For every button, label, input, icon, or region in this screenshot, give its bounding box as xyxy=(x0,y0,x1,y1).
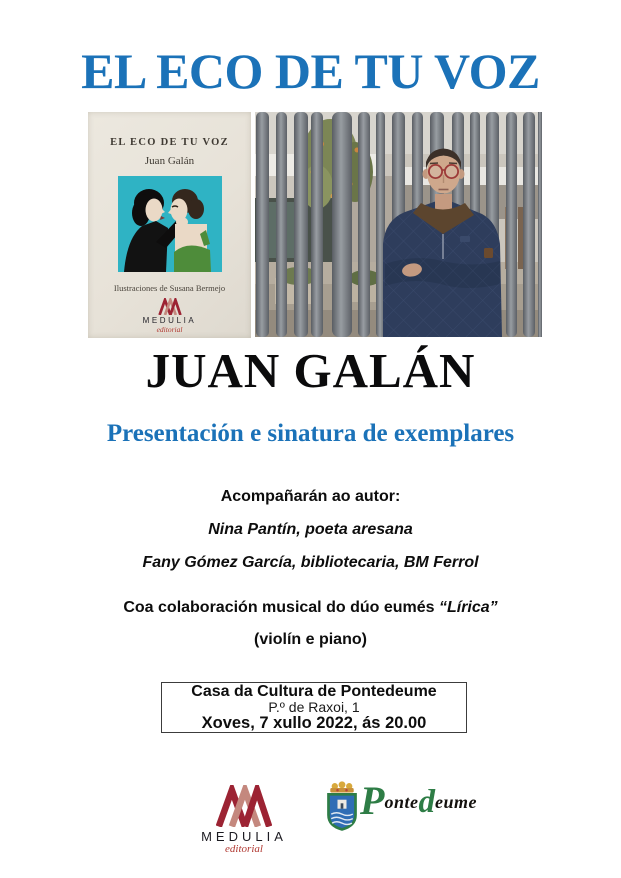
glasses-right-lens xyxy=(445,165,458,178)
pontedeume-initial-d: d xyxy=(418,784,435,820)
music-prefix: Coa colaboración musical do dúo eumés xyxy=(123,599,439,616)
glasses-left-lens xyxy=(429,165,442,178)
medulia-logo xyxy=(185,785,303,855)
book-cover-publisher-sub: editorial xyxy=(156,325,183,334)
music-instruments-line: (violín e piano) xyxy=(254,631,367,648)
author-name: JUAN GALÁN xyxy=(145,343,476,398)
music-group-name: “Lírica” xyxy=(438,599,498,616)
book-cover-illustration xyxy=(118,176,222,272)
venue-box xyxy=(161,682,467,733)
music-collaboration-line xyxy=(0,599,621,617)
event-subtitle: Presentación e sinatura de exemplares xyxy=(106,420,515,447)
venue-address: P.º de Raxoi, 1 xyxy=(268,699,360,715)
accompany-heading: Acompañarán ao autor: xyxy=(220,488,401,505)
right-woman-face xyxy=(170,199,187,222)
book-cover-title: EL ECO DE TU VOZ xyxy=(110,137,229,148)
book-cover-credit: Ilustraciones de Susana Bermejo xyxy=(113,283,226,293)
medulia-mark-icon xyxy=(157,298,183,315)
jacket-patch xyxy=(484,248,493,258)
author-photo-scene xyxy=(255,112,542,337)
author-photo xyxy=(255,112,542,337)
pontedeume-wordmark: Pontedeume xyxy=(360,778,477,823)
neck xyxy=(435,194,452,210)
pontedeume-initial-p: P xyxy=(360,778,385,823)
images-row xyxy=(88,112,542,338)
medulia-name: MEDULIA xyxy=(201,829,287,844)
guest-line: Nina Pantín, poeta aresana xyxy=(208,521,413,538)
poster-title: EL ECO DE TU VOZ xyxy=(81,43,540,99)
book-cover-author: Juan Galán xyxy=(144,155,195,167)
venue-name: Casa da Cultura de Pontedeume xyxy=(191,683,437,700)
eyebrow xyxy=(449,163,457,164)
medulia-mark-icon xyxy=(216,785,272,827)
book-cover-publisher-name: MEDULIA xyxy=(142,316,197,325)
medulia-sub: editorial xyxy=(225,843,263,855)
book-cover-publisher-logo xyxy=(88,298,251,334)
right-woman-dress xyxy=(174,245,211,272)
pontedeume-coat-of-arms-icon xyxy=(324,780,360,837)
venue-datetime: Xoves, 7 xullo 2022, ás 20.00 xyxy=(201,714,427,732)
eyebrow xyxy=(430,163,438,164)
guest-line: Fany Gómez García, bibliotecaria, BM Ferrol xyxy=(142,554,479,571)
book-cover-image xyxy=(88,112,251,338)
